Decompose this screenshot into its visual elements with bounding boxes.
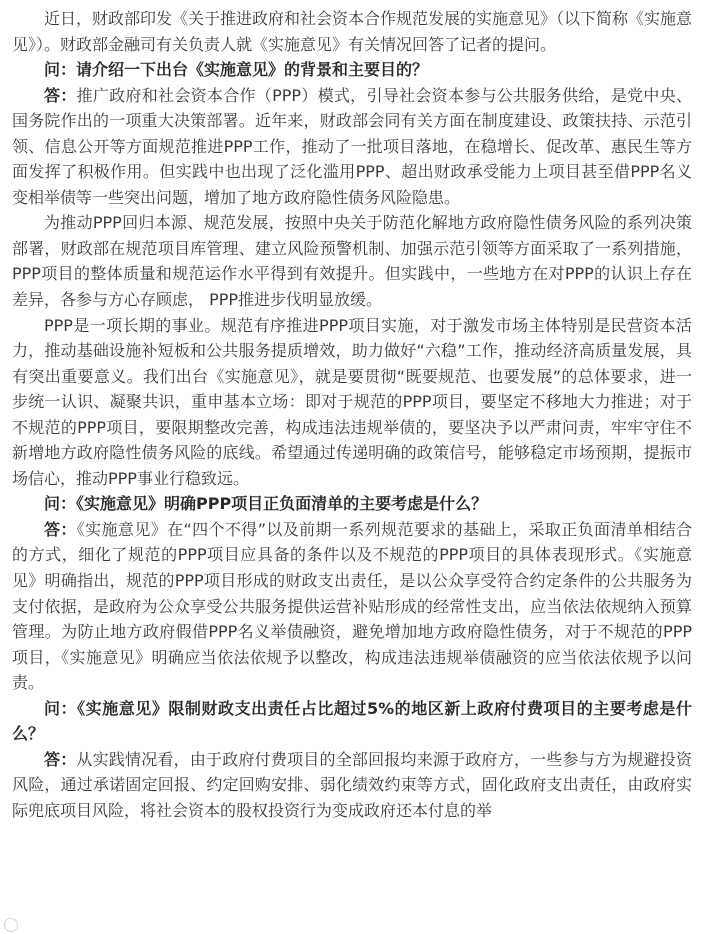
answer-label: 答：: [44, 519, 77, 539]
answer-3: [12, 747, 692, 824]
answer-label: 答：: [44, 749, 77, 769]
question-3: 问：《实施意见》限制财政支出责任占比超过5%的地区新上政府付费项目的主要考虑是什么？: [12, 698, 692, 744]
watermark-logo: [4, 918, 20, 932]
answer-2: [12, 517, 692, 696]
answer-text: 推广政府和社会资本合作（PPP）模式，引导社会资本参与公共服务供给，是党中央、国务院作出的一项重大决策部署。近年来，财政部会同有关方面在制度建设、政策扶持、示范引领、信息公开等方面规范推进PPP工作，推动了一批项目落地，在稳增长、促改革、惠民生等方面发挥了积极作用。但实践中也出现了泛化滥用PPP、超出财政承受能力上项目甚至借PPP名义变相举债等一些突出问题，增加了地方政府隐性债务风险隐患。: [12, 85, 692, 207]
answer-text: 《实施意见》在“四个不得”以及前期一系列规范要求的基础上，采取正负面清单相结合的方式，细化了规范的PPP项目应具备的条件以及不规范的PPP项目的具体表现形式。《实施意见》明确指出，规范的PPP项目形成的财政支出责任，是以公众享受符合约定条件的公共服务为支付依据，是政府为公众享受公共服务提供运营补贴形成的经常性支出，应当依法依规纳入预算管理。为防止地方政府假借PPP名义举债融资，避免增加地方政府隐性债务，对于不规范的PPP项目，《实施意见》明确应当依法依规予以整改，构成违法违规举债融资的应当依法依规予以问责。: [12, 519, 692, 693]
watermark-icon: [4, 918, 18, 932]
intro-paragraph: 近日，财政部印发《关于推进政府和社会资本合作规范发展的实施意见》（以下简称《实施意见》）。财政部金融司有关负责人就《实施意见》有关情况回答了记者的提问。: [12, 9, 693, 54]
answer-1: [12, 83, 692, 211]
answer-label: 答：: [44, 85, 77, 105]
question-1: 问：请介绍一下出台《实施意见》的背景和主要目的？: [44, 60, 429, 80]
question-2: 问：《实施意见》明确PPP项目正负面清单的主要考虑是什么？: [44, 494, 488, 514]
body-paragraph: 为推动PPP回归本源、规范发展，按照中央关于防范化解地方政府隐性债务风险的系列决策部署，财政部在规范项目库管理、建立风险预警机制、加强示范引领等方面采取了一系列措施，PPP项目的整体质量和规范运作水平得到有效提升。但实践中，一些地方在对PPP的认识上存在差异，各参与方心存顾虑， PPP推进步伐明显放缓。: [12, 213, 692, 310]
body-paragraph: PPP是一项长期的事业。规范有序推进PPP项目实施，对于激发市场主体特别是民营资本活力，推动基础设施补短板和公共服务提质增效，助力做好“六稳”工作，推动经济高质量发展，具有突出重要意义。我们出台《实施意见》，就是要贯彻“既要规范、也要发展”的总体要求，进一步统一认识、凝聚共识，重申基本立场：即对于规范的PPP项目，要坚定不移地大力推进；对于不规范的PPP项目，要限期整改完善，构成违法违规举债的，要坚决予以严肃问责，牢牢守住不新增地方政府隐性债务风险的底线。希望通过传递明确的政策信号，能够稳定市场预期，提振市场信心，推动PPP事业行稳致远。: [12, 315, 692, 488]
answer-text: 从实践情况看，由于政府付费项目的全部回报均来源于政府方，一些参与方为规避投资风险，通过承诺固定回报、约定回购安排、弱化绩效约束等方式，固化政府支出责任，由政府实际兜底项目风险，将社会资本的股权投资行为变成政府还本付息的举: [12, 749, 692, 820]
